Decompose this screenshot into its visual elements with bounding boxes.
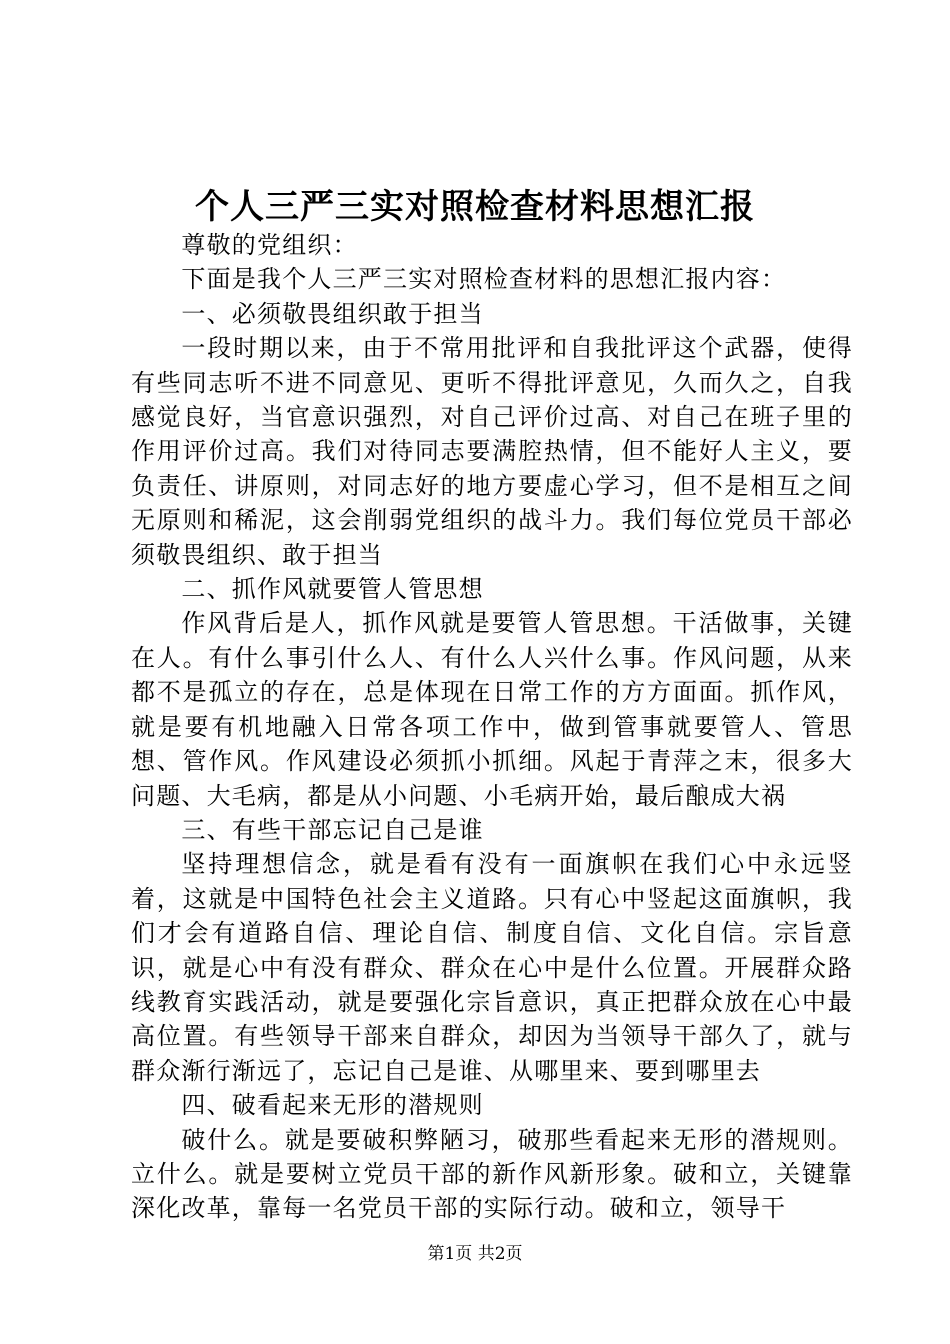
document-title: 个人三严三实对照检查材料思想汇报 <box>195 187 755 227</box>
section-heading-3: 三、有些干部忘记自己是谁 <box>181 815 484 844</box>
page-footer: 第1页 共2页 <box>427 1244 523 1264</box>
section-paragraph-2: 作风背后是人，抓作风就是要管人管思想。干活做事，关键在人。有什么事引什么人、有什么人兴什么事。作风问题，从来都不是孤立的存在，总是体现在日常工作的方方面面。抓作风，就是要有机地融入日常各项工作中，做到管事就要管人、管思想、管作风。作风建设必须抓小抓细。风起于青萍之末，很多大问题、大毛病，都是从小问题、小毛病开始，最后酿成大祸 <box>131 609 853 810</box>
section-paragraph-4: 破什么。就是要破积弊陋习，破那些看起来无形的潜规则。立什么。就是要树立党员干部的新作风新形象。破和立，关键靠深化改革，靠每一名党员干部的实际行动。破和立，领导干 <box>131 1125 853 1223</box>
section-heading-1: 一、必须敬畏组织敢于担当 <box>181 299 484 328</box>
section-heading-4: 四、破看起来无形的潜规则 <box>181 1091 484 1120</box>
salutation: 尊敬的党组织： <box>181 231 358 259</box>
section-paragraph-3: 坚持理想信念，就是看有没有一面旗帜在我们心中永远竖着，这就是中国特色社会主义道路。只有心中竖起这面旗帜，我们才会有道路自信、理论自信、制度自信、文化自信。宗旨意识，就是心中有没有群众、群众在心中是什么位置。开展群众路线教育实践活动，就是要强化宗旨意识，真正把群众放在心中最高位置。有些领导干部来自群众，却因为当领导干部久了，就与群众渐行渐远了，忘记自己是谁、从哪里来、要到哪里去 <box>131 850 853 1085</box>
section-paragraph-1: 一段时期以来，由于不常用批评和自我批评这个武器，使得有些同志听不进不同意见、更听不得批评意见，久而久之，自我感觉良好，当官意识强烈，对自己评价过高、对自己在班子里的作用评价过高。我们对待同志要满腔热情，但不能好人主义，要负责任、讲原则，对同志好的地方要虚心学习，但不是相互之间无原则和稀泥，这会削弱党组织的战斗力。我们每位党员干部必须敬畏组织、敢于担当 <box>131 334 853 569</box>
document-body <box>131 228 853 1226</box>
section-heading-2: 二、抓作风就要管人管思想 <box>181 575 484 604</box>
intro-paragraph: 下面是我个人三严三实对照检查材料的思想汇报内容： <box>181 265 787 294</box>
